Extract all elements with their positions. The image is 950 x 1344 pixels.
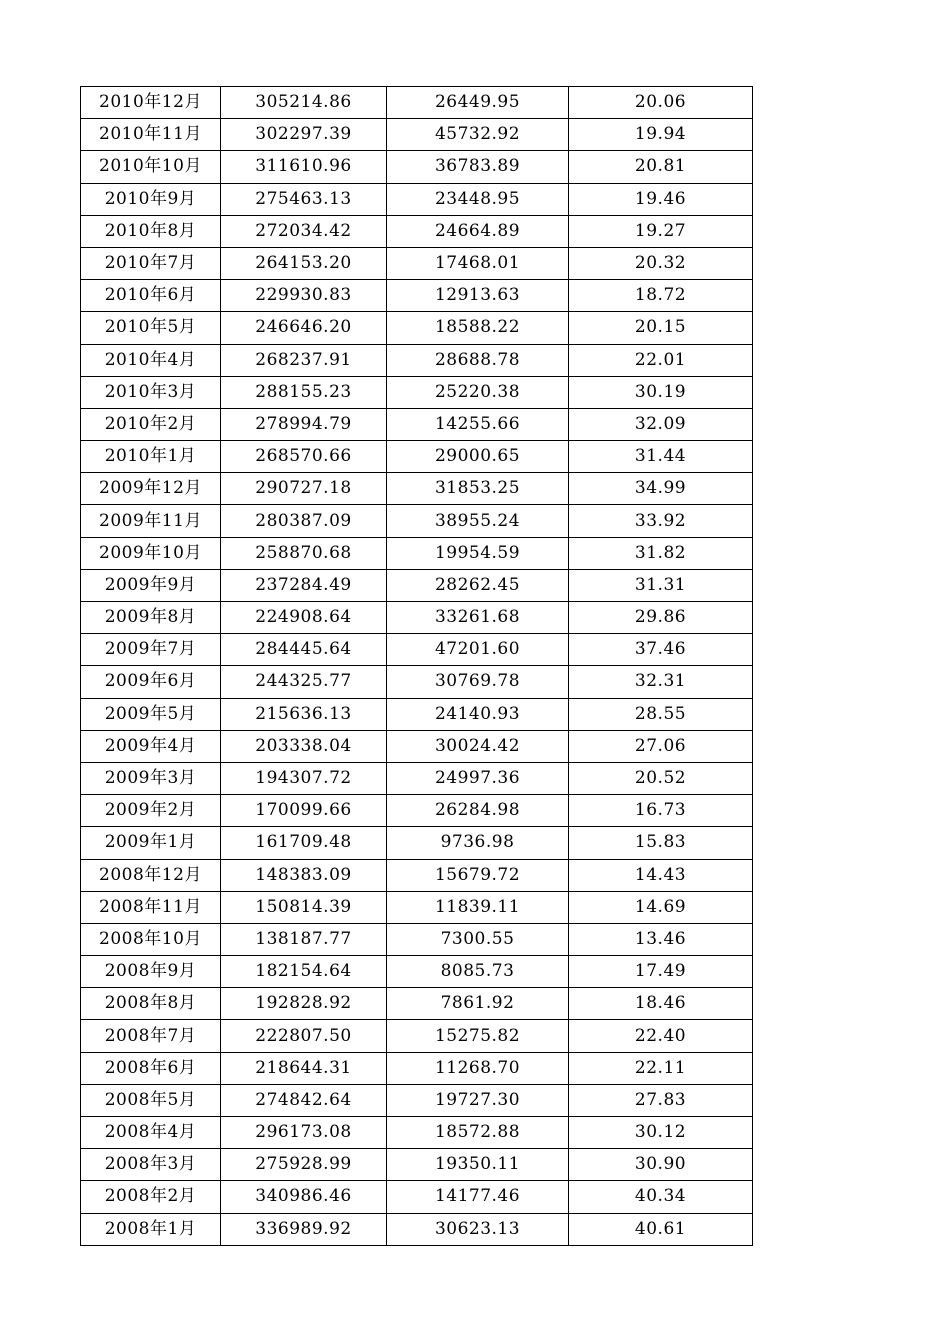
value-a-cell: 148383.09	[221, 859, 387, 891]
value-a-cell: 203338.04	[221, 730, 387, 762]
table-row	[81, 183, 753, 215]
value-c-cell: 20.15	[569, 312, 753, 344]
month-cell: 2010年4月	[81, 344, 221, 376]
table-row	[81, 441, 753, 473]
month-cell: 2010年2月	[81, 408, 221, 440]
value-c-cell: 22.40	[569, 1020, 753, 1052]
value-a-cell: 244325.77	[221, 666, 387, 698]
value-b-cell: 30623.13	[387, 1213, 569, 1245]
value-a-cell: 264153.20	[221, 247, 387, 279]
month-cell: 2010年11月	[81, 119, 221, 151]
table-row	[81, 730, 753, 762]
value-a-cell: 222807.50	[221, 1020, 387, 1052]
table-row	[81, 376, 753, 408]
value-b-cell: 24140.93	[387, 698, 569, 730]
value-a-cell: 161709.48	[221, 827, 387, 859]
month-cell: 2009年11月	[81, 505, 221, 537]
month-cell: 2009年10月	[81, 537, 221, 569]
month-cell: 2010年10月	[81, 151, 221, 183]
value-c-cell: 27.06	[569, 730, 753, 762]
month-cell: 2009年8月	[81, 602, 221, 634]
value-b-cell: 7300.55	[387, 923, 569, 955]
value-b-cell: 30769.78	[387, 666, 569, 698]
value-a-cell: 275463.13	[221, 183, 387, 215]
value-c-cell: 19.27	[569, 215, 753, 247]
value-c-cell: 31.31	[569, 569, 753, 601]
value-c-cell: 20.06	[569, 87, 753, 119]
value-a-cell: 268570.66	[221, 441, 387, 473]
month-cell: 2009年7月	[81, 634, 221, 666]
value-c-cell: 30.19	[569, 376, 753, 408]
table-row	[81, 762, 753, 794]
value-a-cell: 246646.20	[221, 312, 387, 344]
month-cell: 2008年7月	[81, 1020, 221, 1052]
month-cell: 2009年4月	[81, 730, 221, 762]
table-row	[81, 1052, 753, 1084]
table-row	[81, 827, 753, 859]
value-a-cell: 237284.49	[221, 569, 387, 601]
value-a-cell: 278994.79	[221, 408, 387, 440]
table-row	[81, 537, 753, 569]
table-row	[81, 87, 753, 119]
month-cell: 2010年1月	[81, 441, 221, 473]
value-b-cell: 14177.46	[387, 1181, 569, 1213]
value-b-cell: 17468.01	[387, 247, 569, 279]
value-b-cell: 8085.73	[387, 956, 569, 988]
value-c-cell: 19.46	[569, 183, 753, 215]
table-row	[81, 344, 753, 376]
month-cell: 2010年3月	[81, 376, 221, 408]
value-a-cell: 290727.18	[221, 473, 387, 505]
table-row	[81, 988, 753, 1020]
table-row	[81, 1213, 753, 1245]
value-b-cell: 45732.92	[387, 119, 569, 151]
value-b-cell: 25220.38	[387, 376, 569, 408]
value-c-cell: 34.99	[569, 473, 753, 505]
value-c-cell: 32.31	[569, 666, 753, 698]
table-row	[81, 569, 753, 601]
value-a-cell: 218644.31	[221, 1052, 387, 1084]
value-b-cell: 14255.66	[387, 408, 569, 440]
value-b-cell: 29000.65	[387, 441, 569, 473]
table-row	[81, 1084, 753, 1116]
table-row	[81, 215, 753, 247]
month-cell: 2008年11月	[81, 891, 221, 923]
value-c-cell: 20.32	[569, 247, 753, 279]
value-a-cell: 296173.08	[221, 1117, 387, 1149]
month-cell: 2009年12月	[81, 473, 221, 505]
table-row	[81, 1149, 753, 1181]
value-c-cell: 19.94	[569, 119, 753, 151]
table-row	[81, 795, 753, 827]
value-b-cell: 26284.98	[387, 795, 569, 827]
table-body	[81, 87, 753, 1246]
data-table	[80, 86, 753, 1246]
table-row	[81, 119, 753, 151]
value-c-cell: 28.55	[569, 698, 753, 730]
value-c-cell: 37.46	[569, 634, 753, 666]
value-b-cell: 24664.89	[387, 215, 569, 247]
value-c-cell: 15.83	[569, 827, 753, 859]
value-c-cell: 29.86	[569, 602, 753, 634]
value-a-cell: 182154.64	[221, 956, 387, 988]
table-row	[81, 1020, 753, 1052]
value-a-cell: 192828.92	[221, 988, 387, 1020]
value-b-cell: 11839.11	[387, 891, 569, 923]
table-row	[81, 634, 753, 666]
value-b-cell: 7861.92	[387, 988, 569, 1020]
value-a-cell: 258870.68	[221, 537, 387, 569]
month-cell: 2010年6月	[81, 280, 221, 312]
table-row	[81, 1117, 753, 1149]
table-row	[81, 473, 753, 505]
value-c-cell: 20.52	[569, 762, 753, 794]
table-row	[81, 859, 753, 891]
month-cell: 2009年9月	[81, 569, 221, 601]
value-b-cell: 9736.98	[387, 827, 569, 859]
month-cell: 2009年6月	[81, 666, 221, 698]
table-row	[81, 247, 753, 279]
value-b-cell: 26449.95	[387, 87, 569, 119]
value-b-cell: 19350.11	[387, 1149, 569, 1181]
value-b-cell: 31853.25	[387, 473, 569, 505]
value-a-cell: 150814.39	[221, 891, 387, 923]
value-c-cell: 27.83	[569, 1084, 753, 1116]
table-row	[81, 956, 753, 988]
month-cell: 2009年5月	[81, 698, 221, 730]
value-a-cell: 288155.23	[221, 376, 387, 408]
value-c-cell: 40.61	[569, 1213, 753, 1245]
value-a-cell: 274842.64	[221, 1084, 387, 1116]
value-b-cell: 12913.63	[387, 280, 569, 312]
value-b-cell: 47201.60	[387, 634, 569, 666]
value-a-cell: 280387.09	[221, 505, 387, 537]
value-b-cell: 18572.88	[387, 1117, 569, 1149]
value-c-cell: 18.46	[569, 988, 753, 1020]
value-b-cell: 19954.59	[387, 537, 569, 569]
value-c-cell: 22.01	[569, 344, 753, 376]
value-c-cell: 16.73	[569, 795, 753, 827]
value-c-cell: 14.43	[569, 859, 753, 891]
value-c-cell: 31.82	[569, 537, 753, 569]
month-cell: 2008年1月	[81, 1213, 221, 1245]
value-c-cell: 13.46	[569, 923, 753, 955]
value-a-cell: 229930.83	[221, 280, 387, 312]
table-row	[81, 312, 753, 344]
value-a-cell: 268237.91	[221, 344, 387, 376]
table-row	[81, 602, 753, 634]
table-row	[81, 505, 753, 537]
month-cell: 2010年12月	[81, 87, 221, 119]
month-cell: 2010年5月	[81, 312, 221, 344]
value-b-cell: 28262.45	[387, 569, 569, 601]
value-a-cell: 336989.92	[221, 1213, 387, 1245]
value-b-cell: 15679.72	[387, 859, 569, 891]
value-c-cell: 30.90	[569, 1149, 753, 1181]
value-a-cell: 284445.64	[221, 634, 387, 666]
value-a-cell: 138187.77	[221, 923, 387, 955]
month-cell: 2008年8月	[81, 988, 221, 1020]
value-c-cell: 20.81	[569, 151, 753, 183]
value-c-cell: 18.72	[569, 280, 753, 312]
value-b-cell: 30024.42	[387, 730, 569, 762]
value-b-cell: 19727.30	[387, 1084, 569, 1116]
value-c-cell: 32.09	[569, 408, 753, 440]
value-c-cell: 17.49	[569, 956, 753, 988]
month-cell: 2010年7月	[81, 247, 221, 279]
value-a-cell: 224908.64	[221, 602, 387, 634]
value-a-cell: 215636.13	[221, 698, 387, 730]
value-a-cell: 272034.42	[221, 215, 387, 247]
value-c-cell: 31.44	[569, 441, 753, 473]
value-b-cell: 38955.24	[387, 505, 569, 537]
value-c-cell: 33.92	[569, 505, 753, 537]
month-cell: 2010年9月	[81, 183, 221, 215]
table-row	[81, 151, 753, 183]
table-row	[81, 280, 753, 312]
value-b-cell: 36783.89	[387, 151, 569, 183]
table-row	[81, 891, 753, 923]
month-cell: 2008年9月	[81, 956, 221, 988]
month-cell: 2008年5月	[81, 1084, 221, 1116]
value-b-cell: 28688.78	[387, 344, 569, 376]
value-a-cell: 340986.46	[221, 1181, 387, 1213]
month-cell: 2010年8月	[81, 215, 221, 247]
value-c-cell: 40.34	[569, 1181, 753, 1213]
month-cell: 2009年2月	[81, 795, 221, 827]
value-a-cell: 275928.99	[221, 1149, 387, 1181]
value-b-cell: 24997.36	[387, 762, 569, 794]
table-row	[81, 698, 753, 730]
value-a-cell: 305214.86	[221, 87, 387, 119]
month-cell: 2008年2月	[81, 1181, 221, 1213]
month-cell: 2008年4月	[81, 1117, 221, 1149]
value-b-cell: 11268.70	[387, 1052, 569, 1084]
table-row	[81, 408, 753, 440]
value-a-cell: 311610.96	[221, 151, 387, 183]
month-cell: 2008年12月	[81, 859, 221, 891]
month-cell: 2008年10月	[81, 923, 221, 955]
value-c-cell: 22.11	[569, 1052, 753, 1084]
value-a-cell: 302297.39	[221, 119, 387, 151]
month-cell: 2008年6月	[81, 1052, 221, 1084]
value-c-cell: 14.69	[569, 891, 753, 923]
table-row	[81, 666, 753, 698]
month-cell: 2009年1月	[81, 827, 221, 859]
value-b-cell: 15275.82	[387, 1020, 569, 1052]
value-b-cell: 33261.68	[387, 602, 569, 634]
value-c-cell: 30.12	[569, 1117, 753, 1149]
table-row	[81, 1181, 753, 1213]
value-a-cell: 170099.66	[221, 795, 387, 827]
month-cell: 2008年3月	[81, 1149, 221, 1181]
value-a-cell: 194307.72	[221, 762, 387, 794]
month-cell: 2009年3月	[81, 762, 221, 794]
table-row	[81, 923, 753, 955]
value-b-cell: 18588.22	[387, 312, 569, 344]
value-b-cell: 23448.95	[387, 183, 569, 215]
